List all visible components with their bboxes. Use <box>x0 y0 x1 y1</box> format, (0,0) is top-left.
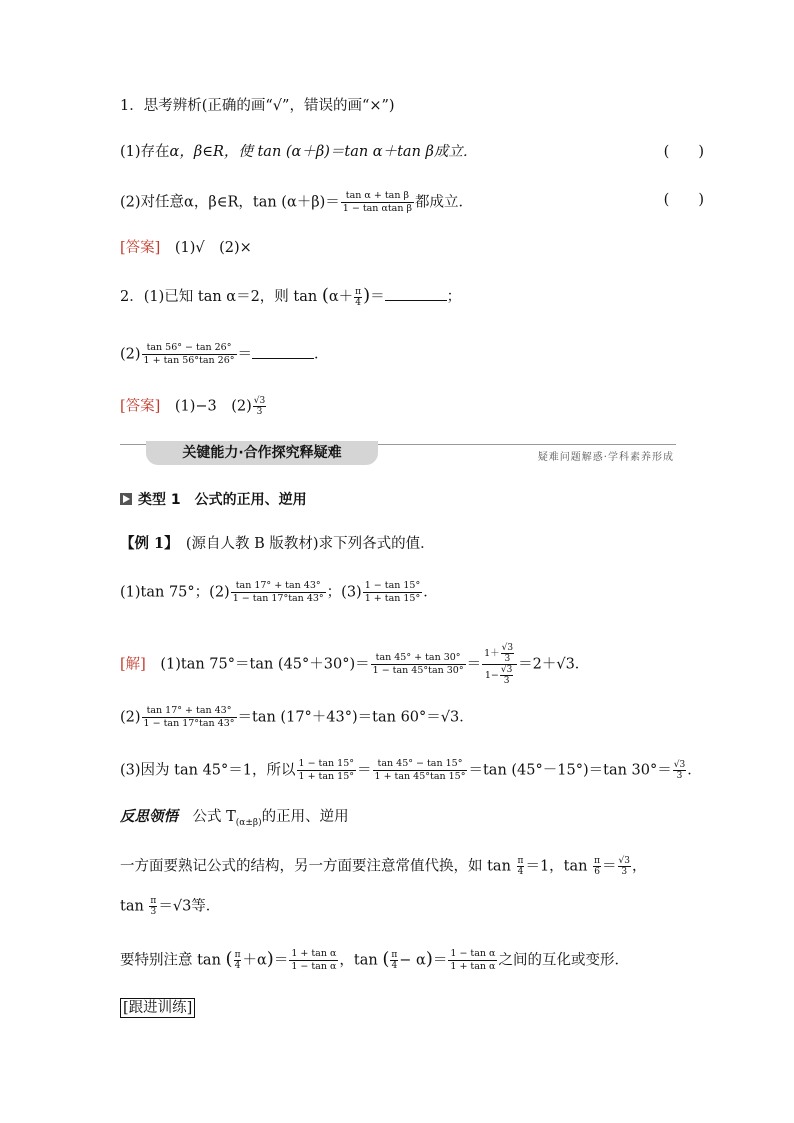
solution-line-3: (3)因为 tan 45°＝1，所以 $\frac{1 - \tan 15^\circ}{1 + \tan 15^\circ}$ ＝ $\frac{\tan 45^\circ - \tan 15^\circ}{1 + \tan 45^\circ\tan 15^\circ}$ ＝tan (45°－15°)＝tan 30°＝ $\frac{√3}{3}$ ． <box>120 758 702 782</box>
example-label: 【例 1】 <box>120 535 172 552</box>
fraction: $\frac{\tan 17^\circ + \tan 43^\circ}{1 - \tan 17^\circ\tan 43^\circ}$ <box>143 705 235 729</box>
play-triangle-icon <box>120 493 132 505</box>
reflection-paragraph-3: 要特别注意 tan ( $\frac{\pi}{4}$ ＋α)＝ $\frac{\text{1 + tan α}}{\text{1 − tan α}}$ ，tan ( $\frac{\pi}{4}$ − α)＝ $\frac{\text{1 − tan α}}{\text{1 + tan α}}$ 之间的互化或变形． <box>120 948 629 972</box>
fraction: $\frac{\pi}{4}$ <box>517 856 524 877</box>
fraction: $\frac{\tan 56^\circ - \tan 26^\circ}{1 + \tan 56^\circ\tan 26^\circ}$ <box>143 342 235 366</box>
question-2-part-1: 2．(1)已知 tan α＝2，则 tan (α＋ $\frac{\pi}{4}$ )＝ ； <box>120 285 462 308</box>
fraction: $\frac{\text{1 + tan α}}{\text{1 − tan α}}$ <box>291 948 337 972</box>
answer-bracket: ( ) <box>663 192 704 208</box>
question-1-statement-1: (1)存在α，β∈R，使 tan (α＋β)＝tan α＋tan β成立． ( ) <box>120 144 704 160</box>
fraction: $\frac{1 - \tan 15^\circ}{1 + \tan 15^\circ}$ <box>364 580 421 604</box>
answer-bracket: ( ) <box>663 144 704 160</box>
type-heading: 类型 1 公式的正用、逆用 <box>120 490 704 510</box>
fraction: $\frac{\tan 45^\circ + \tan 30^\circ}{1 - \tan 45^\circ\tan 30^\circ}$ <box>372 652 464 676</box>
answer-1: [答案] (1)√ (2)× <box>120 240 252 256</box>
fraction: $\frac{\pi}{4}$ <box>355 286 362 308</box>
reflection-paragraph-1: 一方面要熟记公式的结构，另一方面要注意常值代换，如 tan $\frac{\pi}{4}$ ＝1，tan $\frac{\pi}{6}$ ＝ $\frac{√3}{3}$ ， <box>120 856 647 877</box>
fraction: $\frac{\pi}{4}$ <box>391 950 398 971</box>
reflection-heading: 反思领悟 公式 $T_{(\alpha\pm\beta)}$的正用、逆用 <box>120 808 349 828</box>
follow-up-training <box>120 998 704 1018</box>
solution-line-2: (2) $\frac{\tan 17^\circ + \tan 43^\circ}{1 - \tan 17^\circ\tan 43^\circ}$ ＝tan (17°＋43°)＝tan 60°＝√3． <box>120 705 474 729</box>
fraction: $\frac{\pi}{6}$ <box>594 856 601 877</box>
fraction: $\frac{1 - \tan 15^\circ}{1 + \tan 15^\circ}$ <box>298 758 355 782</box>
example-1: 【例 1】 (源自人教 B 版教材)求下列各式的值． <box>120 535 435 552</box>
fraction: $\frac{\pi}{4}$ <box>234 950 241 971</box>
fraction: $\frac{√3}{3}$ <box>253 396 266 417</box>
answer-label: [答案] <box>120 240 161 256</box>
fraction: $\frac{\pi}{3}$ <box>150 896 157 917</box>
example-1-questions: (1)tan 75°；(2) $\frac{\tan 17^\circ + \tan 43^\circ}{1 - \tan 17^\circ\tan 43^\circ}$ ；(3) $\frac{1 - \tan 15^\circ}{1 + \tan 15^\circ}$ ． <box>120 580 438 604</box>
reflection-paragraph-2: tan $\frac{\pi}{3}$ ＝√3等． <box>120 896 221 917</box>
solution-label: [解] <box>120 656 146 673</box>
fill-blank <box>385 286 447 301</box>
fraction: $\frac{√3}{3}$ <box>618 856 630 877</box>
fraction: $\frac{√3}{3}$ <box>673 760 686 781</box>
solution-line-1: [解] (1)tan 75°＝tan (45°＋30°)＝ $\frac{\tan 45^\circ + \tan 30^\circ}{1 - \tan 45^\circ\tan 30^\circ}$ ＝ 1＋ $\frac{√3}{3}$ 1− $\frac{√3}{3}$ ＝2＋√3． <box>120 643 590 686</box>
fraction: $\frac{\tan 17^\circ + \tan 43^\circ}{1 - \tan 17^\circ\tan 43^\circ}$ <box>232 580 324 604</box>
follow-up-label: [跟进训练] <box>120 998 195 1018</box>
compound-fraction: 1＋ $\frac{√3}{3}$ 1− $\frac{√3}{3}$ <box>482 643 517 686</box>
fraction: $\frac{\text{1 − tan α}}{\text{1 + tan α}}$ <box>450 948 496 972</box>
fraction: $\frac{\tan 45^\circ - \tan 15^\circ}{1 + \tan 45^\circ\tan 15^\circ}$ <box>374 758 466 782</box>
answer-2: [答案] (1)−3 (2) $\frac{√3}{3}$ <box>120 396 266 417</box>
answer-label: [答案] <box>120 398 161 415</box>
question-1-statement-2: (2)对任意α，β∈R，tan (α＋β)＝ $\frac{\text{tan α + tan β}}{\text{1 − tan αtan β}}$ 都成立． ( ) <box>120 190 704 214</box>
question-1-title: 1．思考辨析(正确的画“√”，错误的画“×”) <box>120 98 395 114</box>
section-banner: 关键能力·合作探究释疑难 <box>146 441 378 465</box>
section-subtitle: 疑难问题解惑·学科素养形成 <box>537 452 674 463</box>
fraction: $\frac{\text{tan α + tan β}}{\text{1 − tan αtan β}}$ <box>342 190 412 214</box>
question-2-part-2: (2) $\frac{\tan 56^\circ - \tan 26^\circ}{1 + \tan 56^\circ\tan 26^\circ}$ ＝ ． <box>120 342 329 366</box>
fill-blank <box>252 344 314 359</box>
